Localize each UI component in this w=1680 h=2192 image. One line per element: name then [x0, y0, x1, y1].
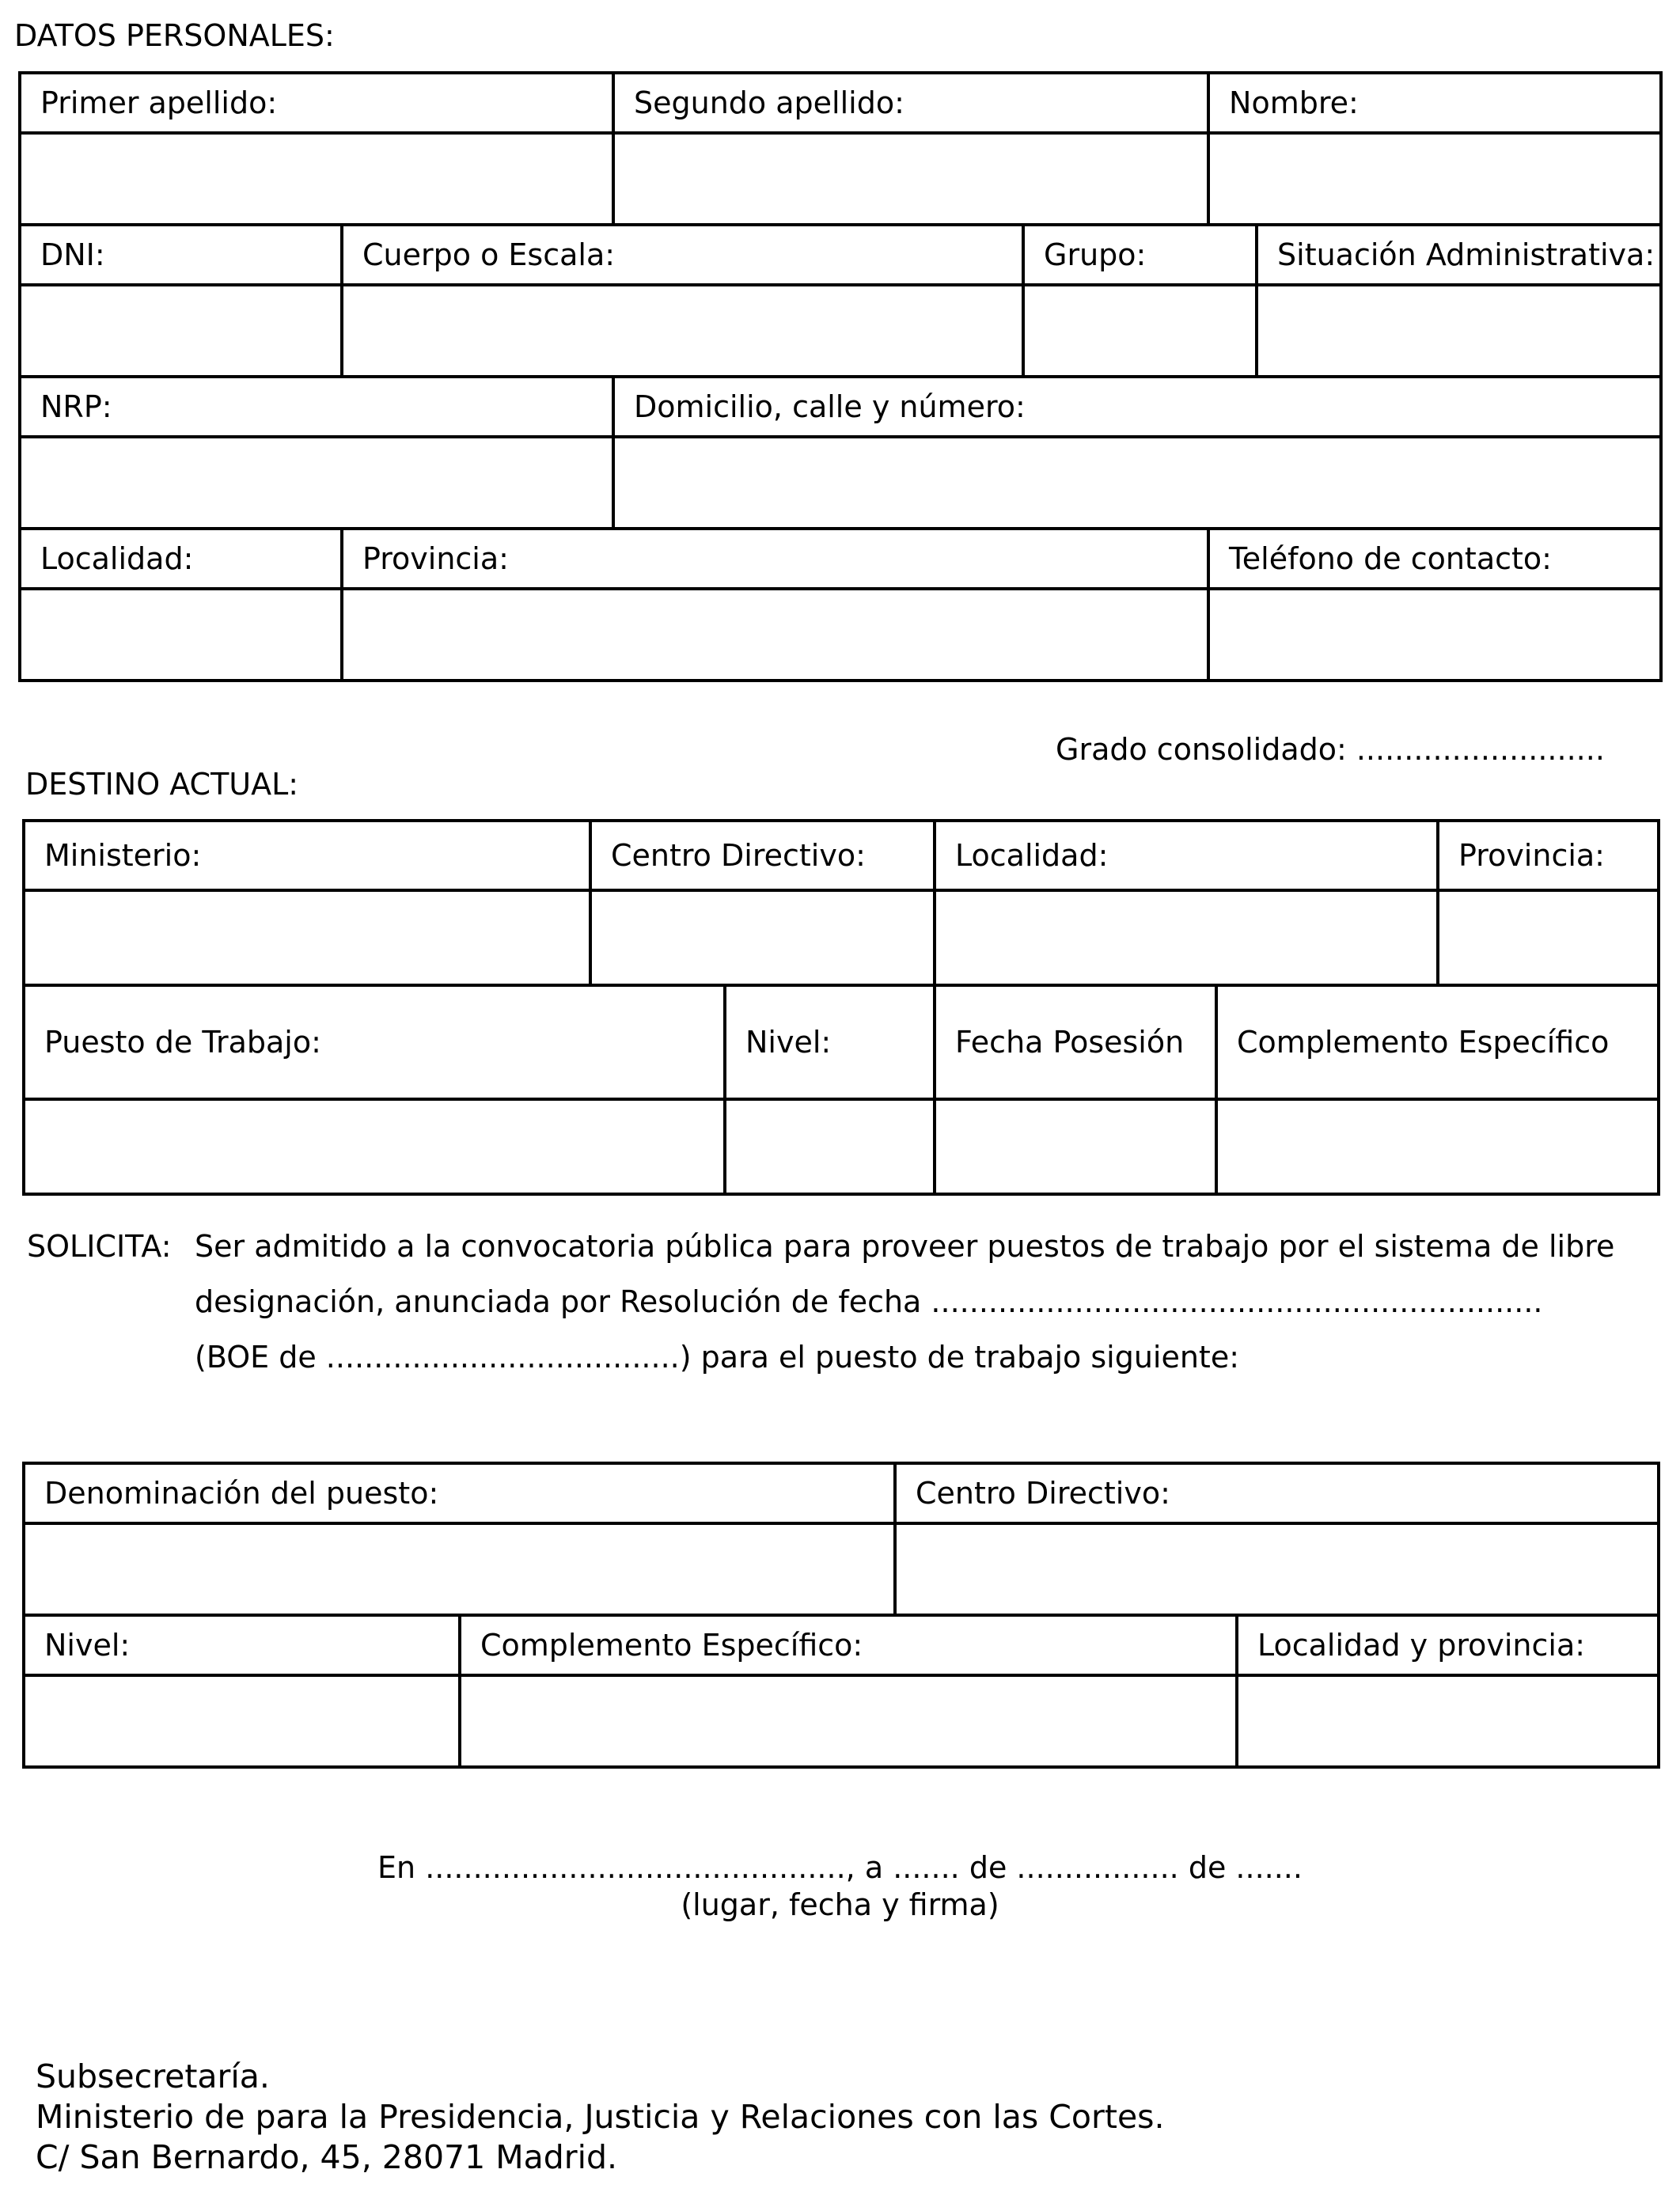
destino-provincia-input[interactable] [1439, 892, 1657, 984]
situacion-administrativa-input[interactable] [1258, 286, 1659, 375]
domicilio-label: Domicilio, calle y número: [613, 377, 1661, 437]
destino-nivel-label: Nivel: [725, 985, 935, 1099]
solicita-line-2: designación, anunciada por Resolución de fecha ................................................................ [195, 1284, 1543, 1319]
solicita-label: SOLICITA: [27, 1229, 172, 1264]
grupo-cell [1023, 285, 1257, 377]
telefono-cell [1208, 589, 1661, 681]
footer-ministerio: Ministerio de para la Presidencia, Justicia y Relaciones con las Cortes. [36, 2098, 1165, 2136]
telefono-label: Teléfono de contacto: [1208, 529, 1661, 589]
solicitado-localidad-provincia-label: Localidad y provincia: [1237, 1615, 1659, 1675]
solicitado-centro-directivo-label: Centro Directivo: [895, 1463, 1659, 1523]
footer-subsecretaria: Subsecretaría. [36, 2057, 270, 2095]
destino-actual-table [22, 819, 1660, 1196]
destino-complemento-input[interactable] [1218, 1101, 1657, 1193]
puesto-solicitado-table [22, 1462, 1660, 1769]
grupo-input[interactable] [1025, 286, 1255, 375]
puesto-trabajo-cell [24, 1099, 725, 1194]
solicitado-complemento-input[interactable] [461, 1677, 1235, 1765]
solicitado-complemento-label: Complemento Específico: [460, 1615, 1237, 1675]
centro-directivo-cell [590, 890, 935, 985]
denominacion-puesto-label: Denominación del puesto: [24, 1463, 895, 1523]
ministerio-label: Ministerio: [24, 821, 590, 890]
primer-apellido-cell [20, 133, 613, 225]
localidad-cell [20, 589, 342, 681]
solicitado-complemento-cell [460, 1675, 1237, 1767]
situacion-administrativa-cell [1257, 285, 1661, 377]
destino-provincia-label: Provincia: [1438, 821, 1659, 890]
destino-complemento-cell [1216, 1099, 1659, 1194]
provincia-cell [342, 589, 1208, 681]
firma-caption: (lugar, fecha y firma) [681, 1887, 999, 1922]
fecha-posesion-input[interactable] [936, 1101, 1215, 1193]
cuerpo-escala-cell [342, 285, 1023, 377]
ministerio-cell [24, 890, 590, 985]
fecha-posesion-label: Fecha Posesión [935, 985, 1216, 1099]
destino-complemento-label: Complemento Específico [1216, 985, 1659, 1099]
destino-localidad-input[interactable] [936, 892, 1436, 984]
segundo-apellido-cell [613, 133, 1208, 225]
ministerio-input[interactable] [25, 892, 589, 984]
footer-address: C/ San Bernardo, 45, 28071 Madrid. [36, 2138, 618, 2176]
nrp-label: NRP: [20, 377, 613, 437]
cuerpo-escala-input[interactable] [343, 286, 1022, 375]
destino-localidad-cell [935, 890, 1438, 985]
telefono-input[interactable] [1210, 590, 1659, 679]
nrp-cell [20, 437, 613, 529]
solicita-line-1: Ser admitido a la convocatoria pública para proveer puestos de trabajo por el sistema de libre [195, 1229, 1615, 1264]
destino-nivel-cell [725, 1099, 935, 1194]
solicitado-nivel-label: Nivel: [24, 1615, 460, 1675]
solicitado-localidad-provincia-input[interactable] [1238, 1677, 1657, 1765]
domicilio-input[interactable] [615, 438, 1659, 527]
primer-apellido-label: Primer apellido: [20, 73, 613, 133]
situacion-administrativa-label: Situación Administrativa: [1257, 225, 1661, 285]
solicitado-centro-directivo-input[interactable] [897, 1525, 1657, 1614]
domicilio-cell [613, 437, 1661, 529]
puesto-trabajo-input[interactable] [25, 1101, 723, 1193]
solicitado-centro-directivo-cell [895, 1523, 1659, 1615]
datos-personales-table [18, 71, 1663, 682]
localidad-label: Localidad: [20, 529, 342, 589]
puesto-trabajo-label: Puesto de Trabajo: [24, 985, 725, 1099]
provincia-label: Provincia: [342, 529, 1208, 589]
destino-provincia-cell [1438, 890, 1659, 985]
datos-personales-heading: DATOS PERSONALES: [14, 18, 335, 53]
dni-label: DNI: [20, 225, 342, 285]
segundo-apellido-input[interactable] [615, 135, 1207, 223]
solicitado-localidad-provincia-cell [1237, 1675, 1659, 1767]
localidad-input[interactable] [21, 590, 340, 679]
solicita-line-3: (BOE de .....................................) para el puesto de trabajo siguiente: [195, 1340, 1239, 1375]
dni-cell [20, 285, 342, 377]
provincia-input[interactable] [343, 590, 1207, 679]
fecha-posesion-cell [935, 1099, 1216, 1194]
destino-localidad-label: Localidad: [935, 821, 1438, 890]
segundo-apellido-label: Segundo apellido: [613, 73, 1208, 133]
nombre-cell [1208, 133, 1661, 225]
centro-directivo-input[interactable] [592, 892, 933, 984]
solicitado-nivel-input[interactable] [25, 1677, 458, 1765]
destino-actual-heading: DESTINO ACTUAL: [25, 767, 299, 802]
denominacion-puesto-input[interactable] [25, 1525, 893, 1614]
grupo-label: Grupo: [1023, 225, 1257, 285]
dni-input[interactable] [21, 286, 340, 375]
cuerpo-escala-label: Cuerpo o Escala: [342, 225, 1023, 285]
grado-consolidado: Grado consolidado: .......................... [1056, 732, 1605, 767]
nombre-input[interactable] [1210, 135, 1659, 223]
nombre-label: Nombre: [1208, 73, 1661, 133]
centro-directivo-label: Centro Directivo: [590, 821, 935, 890]
destino-nivel-input[interactable] [726, 1101, 933, 1193]
firma-line: En ............................................, a ....... de ................. de ....... [377, 1850, 1303, 1885]
nrp-input[interactable] [21, 438, 612, 527]
solicitado-nivel-cell [24, 1675, 460, 1767]
primer-apellido-input[interactable] [21, 135, 612, 223]
denominacion-puesto-cell [24, 1523, 895, 1615]
